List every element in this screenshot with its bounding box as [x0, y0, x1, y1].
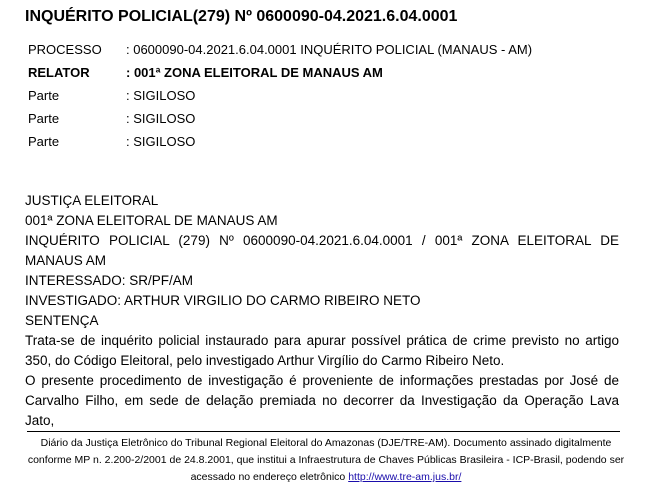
meta-row-processo [28, 38, 532, 61]
meta-key: Parte [28, 88, 60, 103]
court-name: JUSTIÇA ELEITORAL [25, 193, 159, 208]
document-body [25, 191, 619, 431]
meta-value: : SIGILOSO [126, 88, 196, 103]
process-metadata [28, 38, 532, 153]
meta-key: Parte [28, 111, 60, 126]
sentence-heading: SENTENÇA [25, 313, 99, 328]
meta-key: PROCESSO [28, 42, 102, 57]
footer-divider [27, 431, 620, 432]
document-title: INQUÉRITO POLICIAL(279) Nº 0600090-04.2021.6.04.0001 [25, 8, 458, 25]
meta-row-parte [28, 84, 532, 107]
meta-value: : SIGILOSO [126, 111, 196, 126]
meta-key: RELATOR [28, 65, 90, 80]
meta-value: : 001ª ZONA ELEITORAL DE MANAUS AM [126, 65, 383, 80]
interested-party: INTERESSADO: SR/PF/AM [25, 273, 194, 288]
meta-row-parte [28, 107, 532, 130]
paragraph: O presente procedimento de investigação é proveniente de informações prestadas por José de Carvalho Filho, em sede de delação premiada no decorrer da Investigação da Operação Lava Jato, [25, 373, 619, 428]
footer-notice [20, 435, 632, 486]
meta-value: : 0600090-04.2021.6.04.0001 INQUÉRITO POLICIAL (MANAUS - AM) [126, 42, 533, 57]
paragraph: Trata-se de inquérito policial instaurado para apurar possível prática de crime previsto no artigo 350, do Código Eleitoral, pelo investigado Arthur Virgílio do Carmo Ribeiro Neto. [25, 333, 619, 368]
footer-text: Diário da Justiça Eletrônico do Tribunal Regional Eleitoral do Amazonas (DJE/TRE-AM). Documento assinado digitalmente conforme MP n. 2.200-2/2001 de 24.8.2001, que institui a Infraestrutura de Chaves Públicas Brasileira - ICP-Brasil, podendo ser acessado no endereço eletrônico [27, 437, 625, 483]
meta-key: Parte [28, 134, 60, 149]
footer-link[interactable]: http://www.tre-am.jus.br/ [348, 471, 462, 483]
meta-row-relator [28, 61, 532, 84]
electoral-zone: 001ª ZONA ELEITORAL DE MANAUS AM [25, 213, 278, 228]
meta-row-parte [28, 130, 532, 153]
case-reference: INQUÉRITO POLICIAL (279) Nº 0600090-04.2021.6.04.0001 / 001ª ZONA ELEITORAL DE MANAUS AM [25, 233, 619, 268]
investigated-party: INVESTIGADO: ARTHUR VIRGILIO DO CARMO RIBEIRO NETO [25, 293, 421, 308]
meta-value: : SIGILOSO [126, 134, 196, 149]
